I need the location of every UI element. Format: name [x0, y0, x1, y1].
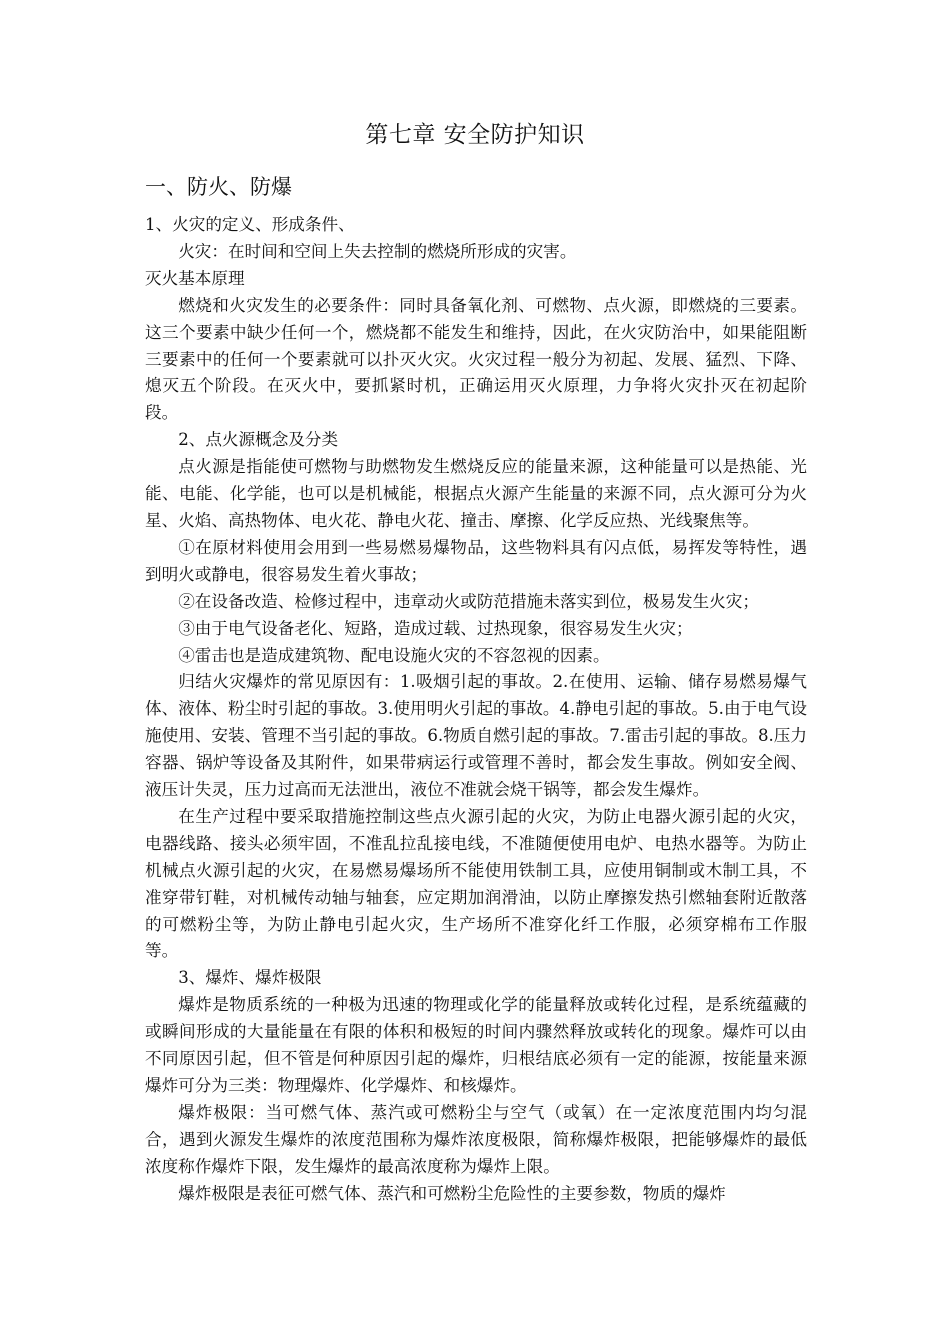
paragraph: 爆炸极限是表征可燃气体、蒸汽和可燃粉尘危险性的主要参数，物质的爆炸 — [178, 1183, 726, 1203]
paragraph: 爆炸极限：当可燃气体、蒸汽或可燃粉尘与空气（或氧）在一定浓度范围内均匀混合，遇到火源发生爆炸的浓度范围称为爆炸浓度极限，简称爆炸极限，把能够爆炸的最低浓度称作爆炸下限，发生爆炸的最高浓度称为爆炸上限。 — [145, 1102, 807, 1176]
subheading: 3、爆炸、爆炸极限 — [178, 968, 322, 988]
paragraph: 在生产过程中要采取措施控制这些点火源引起的火灾，为防止电器火源引起的火灾，电器线路、接头必须牢固，不准乱拉乱接电线，不准随便使用电炉、电热水器等。为防止机械点火源引起的火灾，在易燃易爆场所不能使用铁制工具，应使用铜制或木制工具，不准穿带钉鞋，对机械传动轴与轴套，应定期加润滑油，以防止摩擦发热引燃轴套附近散落的可燃粉尘等，为防止静电引起火灾，生产场所不准穿化纤工作服，必须穿棉布工作服等。 — [145, 806, 807, 961]
paragraph: 灭火基本原理 — [145, 268, 245, 288]
list-item: ②在设备改造、检修过程中，违章动火或防范措施未落实到位，极易发生火灾； — [178, 591, 759, 611]
chapter-title: 第七章 安全防护知识 — [365, 122, 585, 148]
section-heading: 一、防火、防爆 — [145, 175, 292, 199]
paragraph: 归结火灾爆炸的常见原因有：1.吸烟引起的事故。2.在使用、运输、储存易燃易爆气体、液体、粉尘时引起的事故。3.使用明火引起的事故。4.静电引起的事故。5.由于电气设施使用、安装、管理不当引起的事故。6.物质自燃引起的事故。7.雷击引起的事故。8.压力容器、锅炉等设备及其附件，如果带病运行或管理不善时，都会发生事故。例如安全阀、液压计失灵，压力过高而无法泄出，液位不准就会烧干锅等，都会发生爆炸。 — [145, 672, 807, 800]
paragraph: 火灾：在时间和空间上失去控制的燃烧所形成的灾害。 — [178, 241, 577, 261]
paragraph: 爆炸是物质系统的一种极为迅速的物理或化学的能量释放或转化过程，是系统蕴藏的或瞬间形成的大量能量在有限的体积和极短的时间内骤然释放或转化的现象。爆炸可以由不同原因引起，但不管是何种原因引起的爆炸，归根结底必须有一定的能源，按能量来源爆炸可分为三类：物理爆炸、化学爆炸、和核爆炸。 — [145, 995, 807, 1095]
paragraph: 1、火灾的定义、形成条件、 — [145, 215, 355, 234]
body-text — [145, 212, 807, 1208]
paragraph: 燃烧和火灾发生的必要条件：同时具备氧化剂、可燃物、点火源，即燃烧的三要素。这三个要素中缺少任何一个，燃烧都不能发生和维持，因此，在火灾防治中，如果能阻断三要素中的任何一个要素就可以扑灭火灾。火灾过程一般分为初起、发展、猛烈、下降、熄灭五个阶段。在灭火中，要抓紧时机，正确运用灭火原理，力争将火灾扑灭在初起阶段。 — [145, 295, 807, 423]
list-item: ③由于电气设备老化、短路，造成过载、过热现象，很容易发生火灾； — [178, 618, 693, 638]
subheading: 2、点火源概念及分类 — [178, 430, 339, 450]
list-item: ①在原材料使用会用到一些易燃易爆物品，这些物料具有闪点低，易挥发等特性，遇到明火或静电，很容易发生着火事故； — [145, 537, 807, 584]
paragraph: 点火源是指能使可燃物与助燃物发生燃烧反应的能量来源，这种能量可以是热能、光能、电能、化学能，也可以是机械能，根据点火源产生能量的来源不同，点火源可分为火星、火焰、高热物体、电火花、静电火花、撞击、摩擦、化学反应热、光线聚焦等。 — [145, 457, 807, 530]
list-item: ④雷击也是造成建筑物、配电设施火灾的不容忽视的因素。 — [178, 645, 610, 665]
